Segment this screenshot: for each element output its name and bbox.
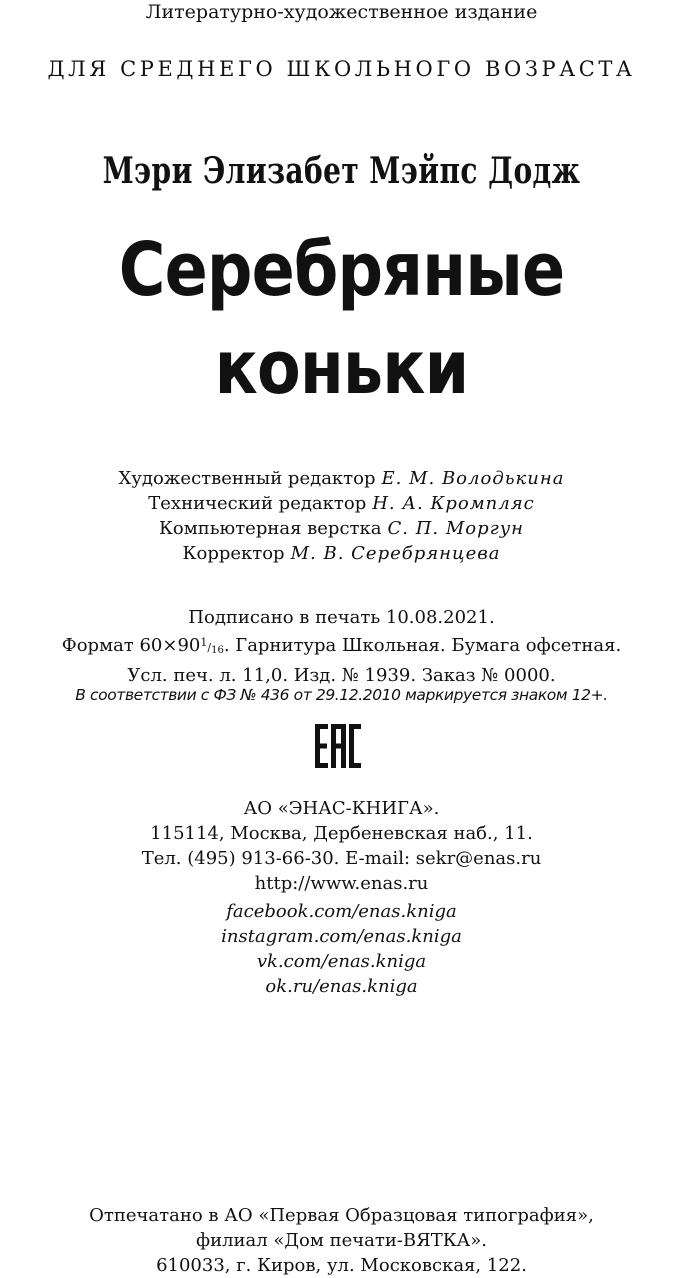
law-notice: В соответствии с ФЗ № 436 от 29.12.2010 маркируется знаком 12+.: [75, 686, 608, 704]
edition-kind: Литературно-художественное издание: [145, 1, 538, 23]
format-denominator: 16: [211, 645, 224, 656]
book-title-line-1: Серебряные: [118, 227, 565, 313]
credit-person: С. П. Моргун: [387, 518, 525, 539]
credit-line: [0, 541, 683, 566]
credit-role: Компьютерная верстка: [158, 518, 382, 539]
credit-role: Технический редактор: [148, 493, 367, 514]
format-suffix: . Гарнитура Школьная. Бумага офсетная.: [223, 635, 622, 656]
credit-line: [0, 516, 683, 541]
social-link-vk: vk.com/enas.kniga: [256, 951, 427, 972]
format-fraction: $^1/_{16}$: [200, 636, 224, 656]
book-title-line-2: коньки: [214, 325, 469, 411]
credit-role: Художественный редактор: [118, 468, 376, 489]
publisher-name: АО «ЭНАС-КНИГА».: [243, 798, 440, 819]
printer-line-3: 610033, г. Киров, ул. Московская, 122.: [156, 1255, 527, 1276]
print-info: [0, 605, 683, 688]
credit-role: Корректор: [182, 543, 285, 564]
credit-person: М. В. Серебрянцева: [290, 543, 501, 564]
publisher-site: http://www.enas.ru: [254, 873, 429, 894]
format-numerator: 1: [200, 636, 208, 649]
social-links: [0, 899, 683, 999]
social-link-facebook: facebook.com/enas.kniga: [226, 901, 457, 922]
book-author: Мэри Элизабет Мэйпс Додж: [102, 150, 581, 192]
printer-line-1: Отпечатано в АО «Первая Образцовая типография»,: [89, 1205, 594, 1226]
eac-mark-icon: [313, 722, 363, 770]
credit-person: Е. М. Володькина: [381, 468, 565, 489]
format-line: [0, 630, 683, 663]
publisher-block: [0, 796, 683, 896]
credit-person: Н. А. Кромпляс: [372, 493, 535, 514]
credit-line: [0, 466, 683, 491]
publisher-address: 115114, Москва, Дербеневская наб., 11.: [150, 823, 533, 844]
social-link-instagram: instagram.com/enas.kniga: [221, 926, 462, 947]
sheets-line: Усл. печ. л. 11,0. Изд. № 1939. Заказ № 0000.: [127, 665, 556, 686]
age-group: ДЛЯ СРЕДНЕГО ШКОЛЬНОГО ВОЗРАСТА: [47, 57, 636, 81]
credit-line: [0, 491, 683, 516]
printer-line-2: филиал «Дом печати-ВЯТКА».: [196, 1230, 487, 1251]
publisher-contacts: Тел. (495) 913-66-30. E-mail: sekr@enas.ru: [141, 848, 542, 869]
signed-date: Подписано в печать 10.08.2021.: [188, 607, 495, 628]
format-prefix: Формат 60×90: [61, 635, 201, 656]
credits-block: [0, 466, 683, 566]
social-link-ok: ok.ru/enas.kniga: [265, 976, 418, 997]
printer-block: [0, 1203, 683, 1278]
